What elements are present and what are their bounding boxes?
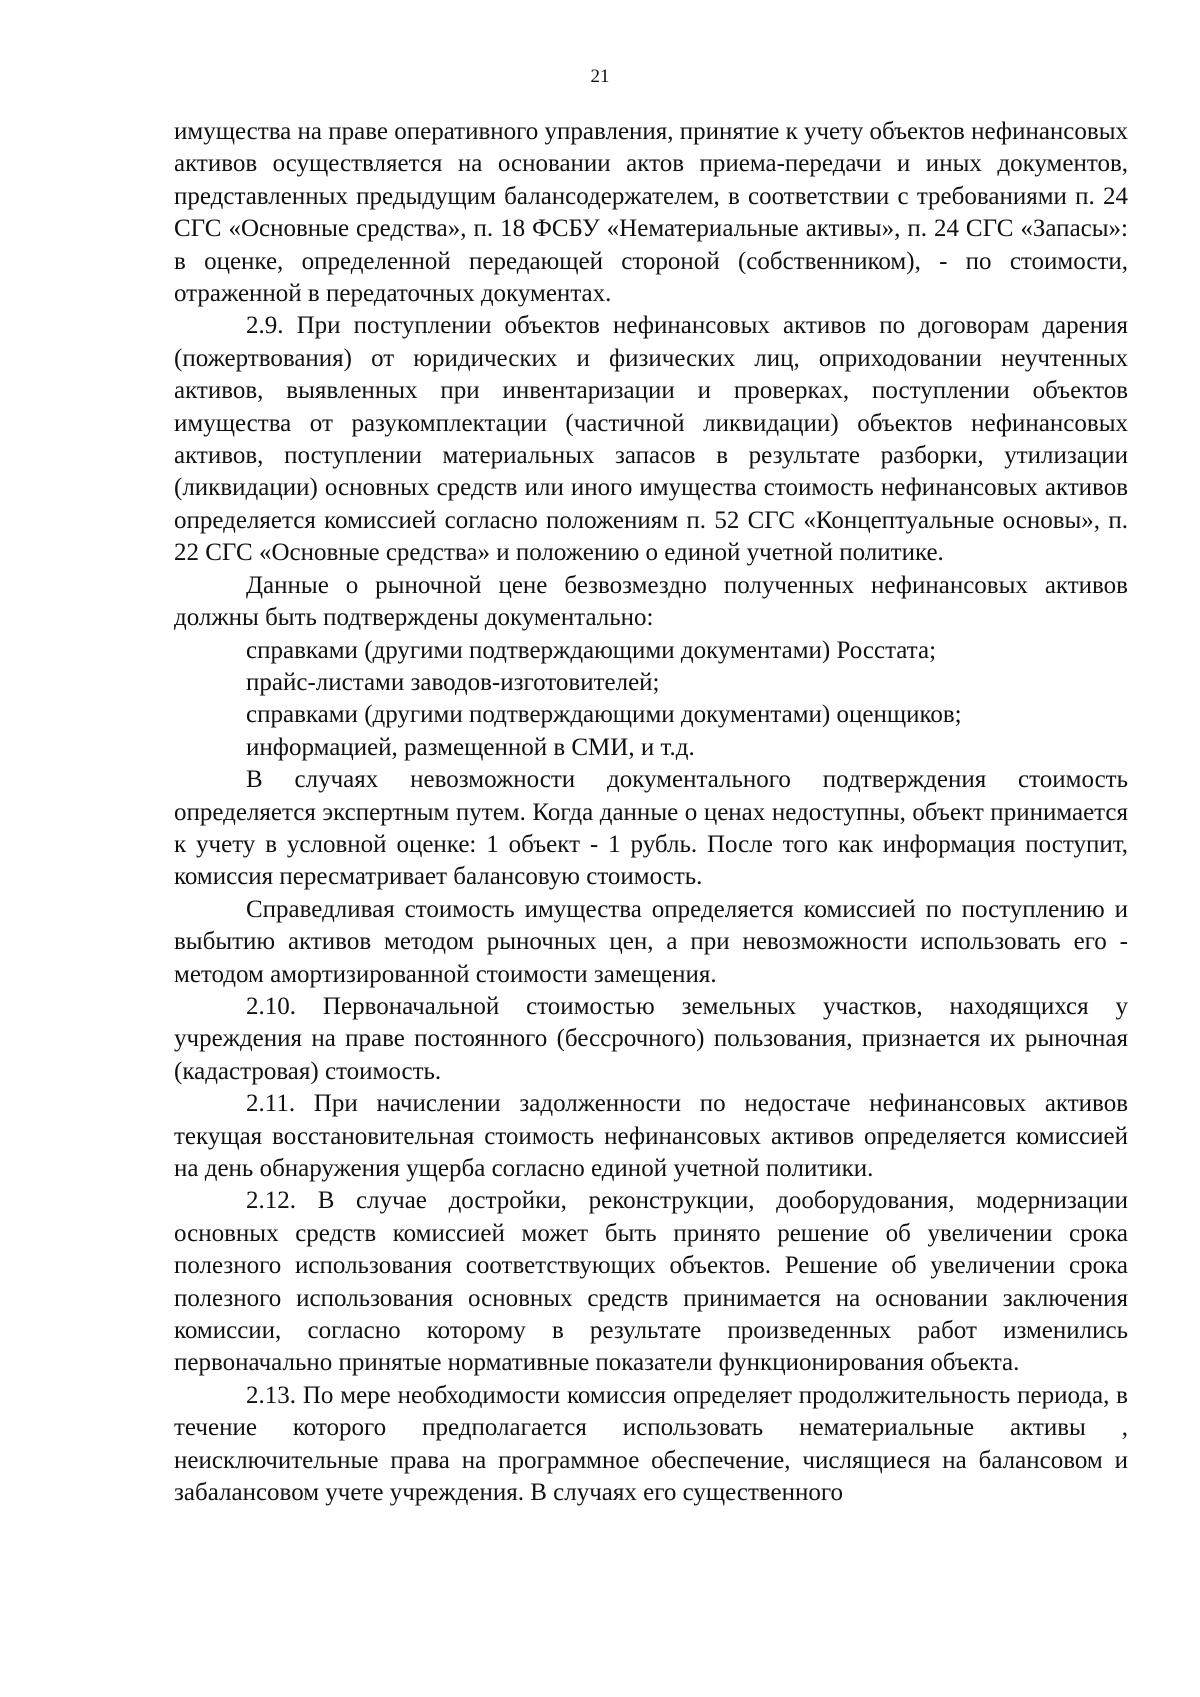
paragraph-2-9: 2.9. При поступлении объектов нефинансовых активов по договорам дарения (пожертвования) от юридических и физических лиц, оприходовании неучтенных активов, выявленных при инвентаризации и проверках, поступлении объектов имущества от разукомплектации (частичной ликвидации) объектов нефинансовых активов, поступлении материальных запасов в результате разборки, утилизации (ликвидации) основных средств или иного имущества стоимость нефинансовых активов определяется комиссией согласно положениям п. 52 СГС «Концептуальные основы», п. 22 СГС «Основные средства» и положению о единой учетной политике. [174,312,1128,567]
list-item-rosstat: справками (другими подтверждающими документами) Росстата; [246,636,937,664]
paragraph-continued: имущества на праве оперативного управления, принятие к учету объектов нефинансовых активов осуществляется на основании актов приема-передачи и иных документов, представленных предыдущим балансодержателем, в соответствии с требованиями п. 24 СГС «Основные средства», п. 18 ФСБУ «Нематериальные активы», п. 24 СГС «Запасы»: в оценке, определенной передающей стороной (собственником), - по стоимости, отраженной в передаточных документах. [174,118,1128,308]
list-item-appraisers: справками (другими подтверждающими документами) оценщиков; [246,701,962,729]
paragraph-2-10: 2.10. Первоначальной стоимостью земельных участков, находящихся у учреждения на праве постоянного (бессрочного) пользования, признается их рыночная (кадастровая) стоимость. [174,992,1128,1085]
list-item-media: информацией, размещенной в СМИ, и т.д. [246,733,695,761]
paragraph-market-price: Данные о рыночной цене безвозмездно полученных нефинансовых активов должны быть подтверждены документально: [174,571,1128,632]
paragraph-expert-valuation: В случаях невозможности документального подтверждения стоимость определяется экспертным путем. Когда данные о ценах недоступны, объект принимается к учету в условной оценке: 1 объект - 1 рубль. После того как информация поступит, комиссия пересматривает балансовую стоимость. [174,766,1128,891]
paragraph-2-11: 2.11. При начислении задолженности по недостаче нефинансовых активов текущая восстановительная стоимость нефинансовых активов определяется комиссией на день обнаружения ущерба согласно единой учетной политики. [174,1090,1128,1182]
list-item-price-lists: прайс-листами заводов-изготовителей; [246,668,660,696]
paragraph-2-13: 2.13. По мере необходимости комиссия определяет продолжительность периода, в течение которого предполагается использовать нематериальные активы , неисключительные права на программное обеспечение, числящиеся на балансовом и забалансовом учете учреждения. В случаях его существенного [174,1381,1128,1507]
paragraph-fair-value: Справедливая стоимость имущества определяется комиссией по поступлению и выбытию активов методом рыночных цен, а при невозможности использовать его - методом амортизированной стоимости замещения. [174,895,1128,988]
document-body [174,116,1128,1509]
paragraph-2-12: 2.12. В случае достройки, реконструкции, дооборудования, модернизации основных средств комиссией может быть принято решение об увеличении срока полезного использования соответствующих объектов. Решение об увеличении срока полезного использования основных средств принимается на основании заключения комиссии, согласно которому в результате произведенных работ изменились первоначально принятые нормативные показатели функционирования объекта. [174,1187,1128,1377]
page-number: 21 [590,66,610,87]
